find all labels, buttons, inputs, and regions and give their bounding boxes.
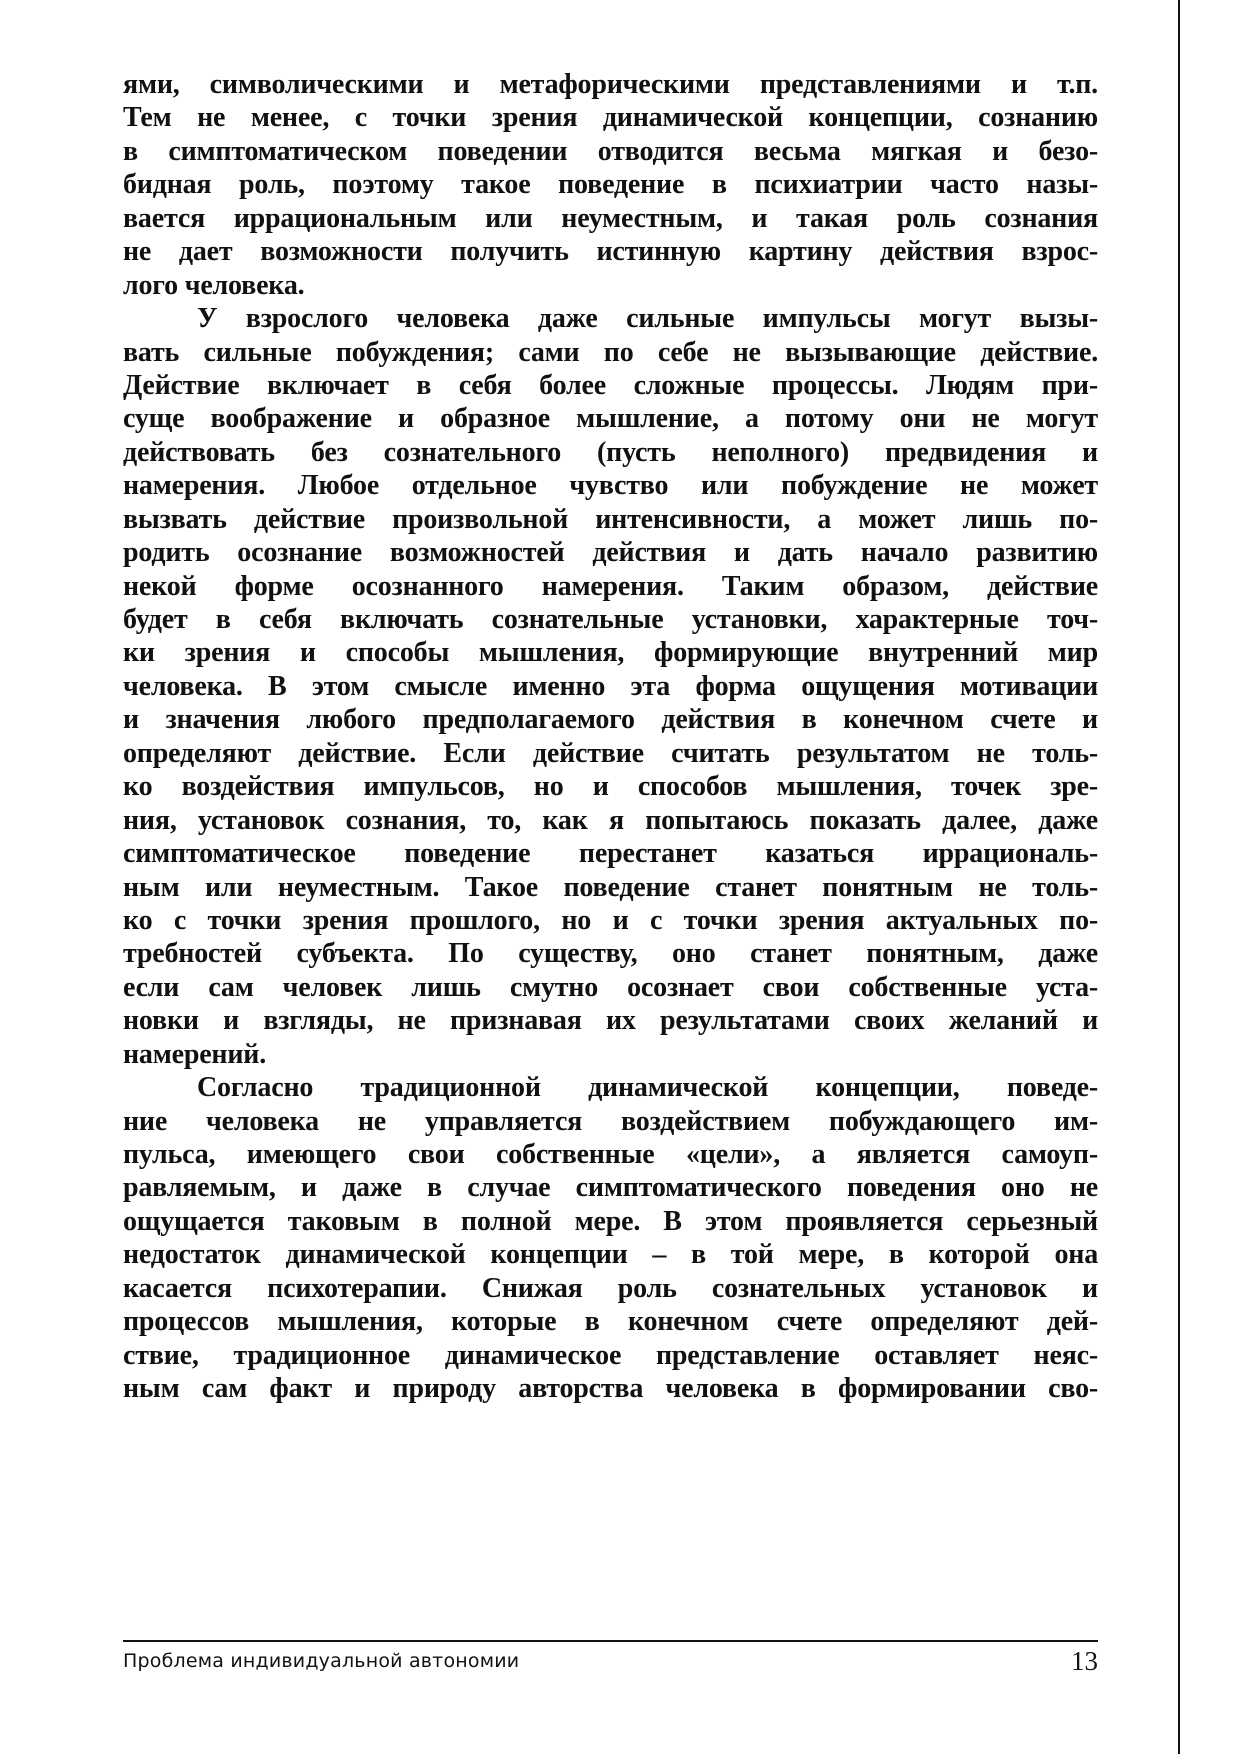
text-line: и значения любого предполагаемого действия в конечном счете и (123, 704, 1098, 736)
text-line: намерений. (123, 1038, 267, 1070)
text-line: недостаток динамической концепции – в той мере, в которой она (123, 1239, 1098, 1271)
footer-rule (123, 1640, 1098, 1642)
text-line: вается иррациональным или неуместным, и такая роль сознания (123, 202, 1098, 234)
text-line: будет в себя включать сознательные установки, характерные точ- (123, 604, 1098, 635)
text-line: ощущается таковым в полной мере. В этом проявляется серьезный (123, 1205, 1098, 1237)
text-line: равляемым, и даже в случае симптоматического поведения оно не (123, 1172, 1098, 1204)
text-line: человека. В этом смысле именно эта форма ощущения мотивации (123, 670, 1098, 702)
text-line: ния, установок сознания, то, как я попытаюсь показать далее, даже (123, 804, 1098, 836)
text-line: в симптоматическом поведении отводится весьма мягкая и безо- (123, 135, 1098, 167)
text-line: ствие, традиционное динамическое представление оставляет неяс- (123, 1339, 1098, 1371)
text-line: У взрослого человека даже сильные импульсы могут вызы- (197, 303, 1098, 335)
text-line: симптоматическое поведение перестанет казаться иррациональ- (123, 838, 1098, 870)
text-line: определяют действие. Если действие считать результатом не толь- (123, 737, 1098, 769)
text-line: Тем не менее, с точки зрения динамической концепции, сознанию (123, 102, 1098, 134)
text-line: намерения. Любое отдельное чувство или побуждение не может (123, 470, 1098, 502)
page-edge-line (1178, 0, 1180, 1754)
text-line: ным сам факт и природу авторства человека в формировании сво- (123, 1373, 1098, 1405)
text-line: ями, символическими и метафорическими представлениями и т.п. (123, 69, 1098, 100)
body-text (123, 68, 1098, 1406)
running-title: Проблема индивидуальной автономии (123, 1650, 520, 1672)
text-line: ки зрения и способы мышления, формирующие внутренний мир (123, 637, 1098, 669)
text-line: вать сильные побуждения; сами по себе не вызывающие действие. (123, 336, 1098, 368)
text-line: родить осознание возможностей действия и дать начало развитию (123, 537, 1098, 569)
text-line: суще воображение и образное мышление, а потому они не могут (123, 403, 1098, 435)
text-line: касается психотерапии. Снижая роль сознательных установок и (123, 1272, 1098, 1304)
text-line: Действие включает в себя более сложные процессы. Людям при- (123, 369, 1098, 401)
text-line: не дает возможности получить истинную картину действия взрос- (123, 236, 1098, 268)
text-line: ко с точки зрения прошлого, но и с точки зрения актуальных по- (123, 904, 1098, 936)
text-line: ние человека не управляется воздействием побуждающего им- (123, 1105, 1098, 1137)
page-number: 13 (1071, 1646, 1098, 1676)
text-line: действовать без сознательного (пусть неполного) предвидения и (123, 436, 1098, 468)
text-line: процессов мышления, которые в конечном счете определяют дей- (123, 1306, 1098, 1338)
text-line: если сам человек лишь смутно осознает свои собственные уста- (123, 971, 1098, 1003)
text-line: некой форме осознанного намерения. Таким образом, действие (123, 570, 1098, 602)
text-line: требностей субъекта. По существу, оно станет понятным, даже (123, 938, 1098, 970)
text-line: новки и взгляды, не признавая их результатами своих желаний и (123, 1005, 1098, 1037)
text-line: вызвать действие произвольной интенсивности, а может лишь по- (123, 503, 1098, 535)
text-line: ным или неуместным. Такое поведение станет понятным не толь- (123, 871, 1098, 903)
text-line: лого человека. (123, 269, 305, 301)
text-line: Согласно традиционной динамической концепции, поведе- (197, 1072, 1098, 1104)
text-line: ко воздействия импульсов, но и способов мышления, точек зре- (123, 771, 1098, 803)
text-line: пульса, имеющего свои собственные «цели», а является самоуп- (123, 1139, 1098, 1170)
text-line: бидная роль, поэтому такое поведение в психиатрии часто назы- (123, 169, 1098, 201)
